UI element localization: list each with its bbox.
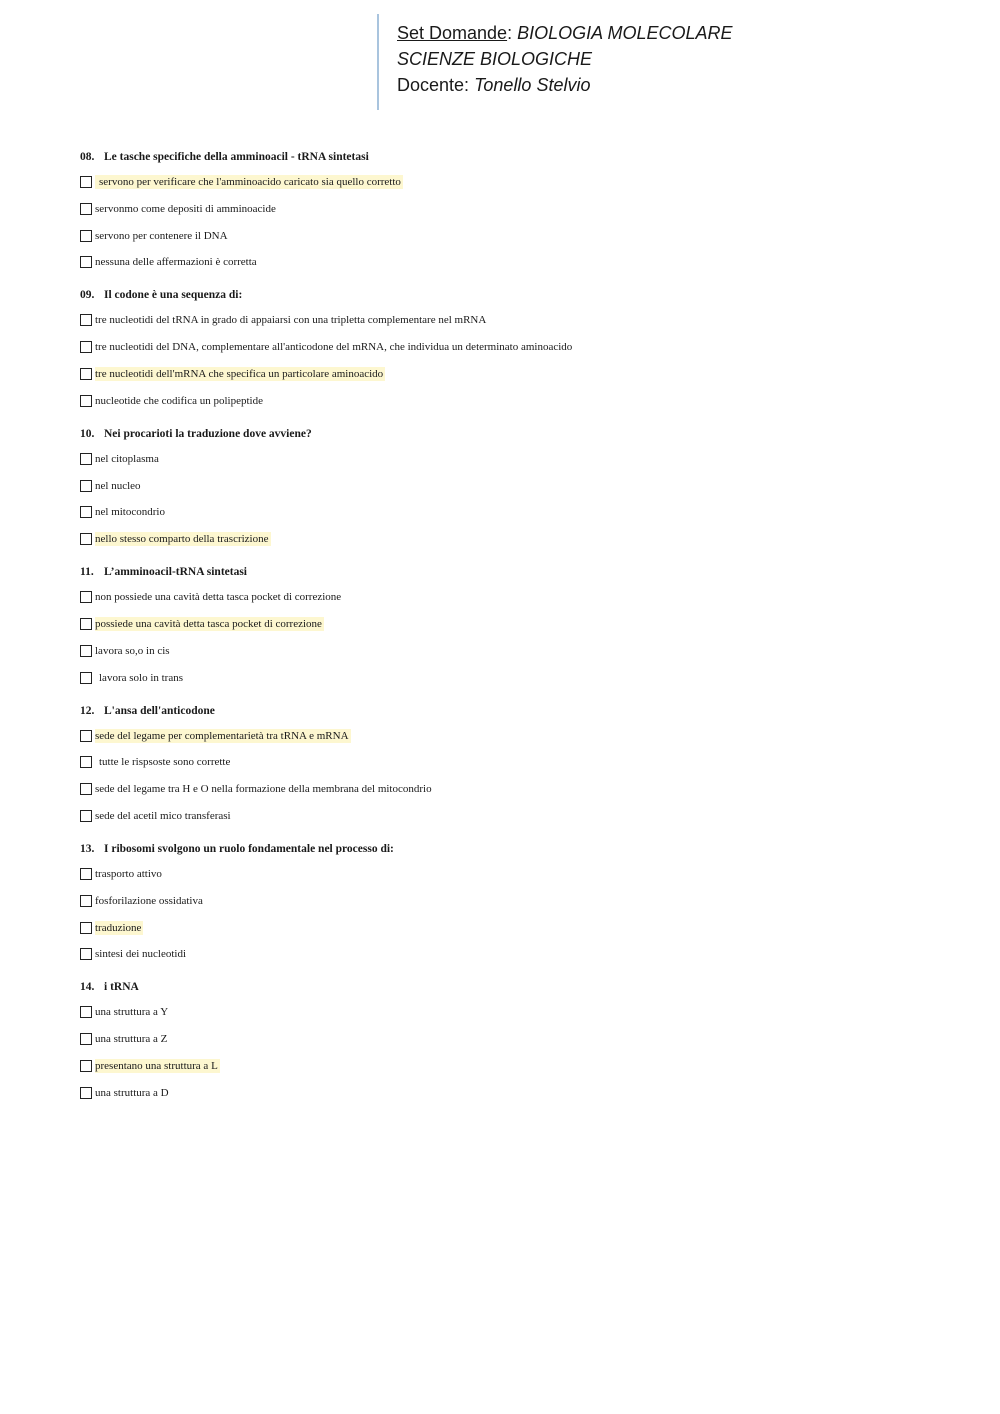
answer-text: nucleotide che codifica un polipeptide [95, 394, 263, 407]
answer-checkbox[interactable] [80, 1060, 92, 1072]
answer-text: una struttura a Z [95, 1033, 168, 1046]
question-number: 08. [80, 151, 95, 163]
question-number: 13. [80, 842, 95, 855]
answer-option[interactable] [80, 478, 940, 494]
question-title [80, 288, 940, 302]
answer-checkbox[interactable] [80, 314, 92, 326]
question-text: L’amminoacil-tRNA sintetasi [104, 566, 248, 579]
question-text: Le tasche specifiche della amminoacil - tRNA sintetasi [104, 151, 369, 163]
answer-option[interactable] [80, 616, 940, 632]
question-title [80, 980, 940, 994]
question-number: 09. [80, 289, 95, 302]
answer-text-highlighted: traduzione [95, 921, 142, 934]
answer-option[interactable] [80, 670, 940, 686]
answer-checkbox[interactable] [80, 176, 92, 188]
answer-text-highlighted: possiede una cavità detta tasca pocket di correzione [95, 617, 322, 630]
answer-text: sede del acetil mico transferasi [95, 809, 231, 822]
course-name: SCIENZE BIOLOGICHE [397, 49, 593, 69]
question-number: 11. [80, 566, 94, 579]
answer-text: non possiede una cavità detta tasca pocket di correzione [95, 591, 342, 604]
question-number: 14. [80, 981, 95, 994]
teacher-label: Docente: [397, 75, 470, 95]
answer-text-highlighted: sede del legame per complementarietà tra tRNA e mRNA [95, 729, 349, 742]
answer-text: tutte le rispsoste sono corrette [99, 756, 231, 769]
answer-option[interactable] [80, 728, 940, 744]
answer-option[interactable] [80, 893, 940, 909]
answer-checkbox[interactable] [80, 256, 92, 268]
answer-text: trasporto attivo [95, 867, 162, 880]
question-text: i tRNA [104, 981, 139, 994]
answer-option[interactable] [80, 1085, 940, 1101]
answer-checkbox[interactable] [80, 618, 92, 630]
answer-text: nel mitocondrio [95, 506, 165, 519]
answer-option[interactable] [80, 254, 940, 270]
answer-checkbox[interactable] [80, 783, 92, 795]
answer-option[interactable] [80, 201, 940, 217]
header-course-line [397, 46, 937, 72]
answer-text: fosforilazione ossidativa [95, 894, 203, 907]
answer-checkbox[interactable] [80, 645, 92, 657]
answer-text: sede del legame tra H e O nella formazione della membrana del mitocondrio [95, 783, 432, 796]
question-block [80, 980, 940, 1100]
answer-text: nel citoplasma [95, 452, 159, 465]
answer-option[interactable] [80, 1004, 940, 1020]
question-text: Nei procarioti la traduzione dove avviene? [104, 427, 312, 440]
question-text: L'ansa dell'anticodone [104, 704, 215, 717]
answer-checkbox[interactable] [80, 506, 92, 518]
answer-text: servono per contenere il DNA [95, 229, 228, 242]
question-block [80, 427, 940, 547]
answer-checkbox[interactable] [80, 203, 92, 215]
answer-option[interactable] [80, 946, 940, 962]
answer-option[interactable] [80, 393, 940, 409]
answer-text: una struttura a D [95, 1086, 169, 1099]
answer-text: servonmo come depositi di amminoacide [95, 202, 276, 215]
answer-option[interactable] [80, 808, 940, 824]
answer-checkbox[interactable] [80, 895, 92, 907]
answer-option[interactable] [80, 589, 940, 605]
question-block [80, 150, 940, 270]
answer-option[interactable] [80, 920, 940, 936]
answer-option[interactable] [80, 1031, 940, 1047]
answer-text: sintesi dei nucleotidi [95, 948, 187, 961]
document-header [377, 14, 937, 110]
question-block [80, 565, 940, 685]
answer-checkbox[interactable] [80, 756, 92, 768]
answer-checkbox[interactable] [80, 730, 92, 742]
question-title [80, 842, 940, 856]
question-block [80, 842, 940, 962]
question-number: 10. [80, 427, 95, 440]
answer-checkbox[interactable] [80, 341, 92, 353]
answer-option[interactable] [80, 366, 940, 382]
question-title [80, 427, 940, 441]
answer-text-highlighted: nello stesso comparto della trascrizione [95, 533, 269, 546]
answer-text: tre nucleotidi del DNA, complementare all'anticodone del mRNA, che individua un determinato aminoacido [95, 341, 573, 354]
answer-option[interactable] [80, 504, 940, 520]
answer-checkbox[interactable] [80, 230, 92, 242]
answer-option[interactable] [80, 228, 940, 244]
answer-checkbox[interactable] [80, 1087, 92, 1099]
header-subject-line [397, 20, 937, 46]
answer-option[interactable] [80, 754, 940, 770]
answer-checkbox[interactable] [80, 368, 92, 380]
answer-text-highlighted: servono per verificare che l'amminoacido caricato sia quello corretto [95, 175, 403, 189]
answer-text-highlighted: presentano una struttura a L [95, 1059, 218, 1072]
answer-option[interactable] [80, 339, 940, 355]
question-block [80, 704, 940, 824]
header-teacher-line [397, 72, 937, 98]
answer-option[interactable] [80, 1058, 940, 1074]
question-text: Il codone è una sequenza di: [104, 289, 243, 302]
teacher-name: Tonello Stelvio [474, 75, 591, 95]
question-list [80, 150, 940, 1119]
answer-checkbox[interactable] [80, 395, 92, 407]
answer-checkbox[interactable] [80, 1006, 92, 1018]
answer-option[interactable] [80, 451, 940, 467]
answer-text: tre nucleotidi del tRNA in grado di appaiarsi con una tripletta complementare nel mRNA [95, 314, 487, 327]
answer-checkbox[interactable] [80, 453, 92, 465]
answer-text: una struttura a Y [95, 1006, 169, 1019]
answer-text: nessuna delle affermazioni è corretta [95, 256, 257, 269]
question-title [80, 704, 940, 718]
answer-text: lavora solo in trans [99, 671, 184, 684]
answer-checkbox[interactable] [80, 533, 92, 545]
answer-checkbox[interactable] [80, 480, 92, 492]
answer-option[interactable] [80, 866, 940, 882]
subject-name: BIOLOGIA MOLECOLARE [517, 23, 733, 43]
answer-option[interactable] [80, 531, 940, 547]
answer-checkbox[interactable] [80, 868, 92, 880]
answer-checkbox[interactable] [80, 1033, 92, 1045]
answer-text: nel nucleo [95, 479, 141, 492]
set-label: Set Domande [397, 23, 508, 43]
question-block [80, 288, 940, 408]
answer-option[interactable] [80, 312, 940, 328]
answer-checkbox[interactable] [80, 922, 92, 934]
answer-checkbox[interactable] [80, 810, 92, 822]
answer-option[interactable] [80, 781, 940, 797]
question-title [80, 150, 940, 164]
set-separator: : [507, 23, 513, 43]
question-number: 12. [80, 704, 95, 717]
question-text: I ribosomi svolgono un ruolo fondamentale nel processo di: [104, 842, 394, 855]
answer-checkbox[interactable] [80, 591, 92, 603]
answer-option[interactable] [80, 643, 940, 659]
answer-text-highlighted: tre nucleotidi dell'mRNA che specifica un particolare aminoacido [95, 367, 384, 380]
answer-option[interactable] [80, 174, 940, 190]
question-title [80, 565, 940, 579]
answer-text: lavora so,o in cis [95, 644, 170, 657]
answer-checkbox[interactable] [80, 672, 92, 684]
answer-checkbox[interactable] [80, 948, 92, 960]
